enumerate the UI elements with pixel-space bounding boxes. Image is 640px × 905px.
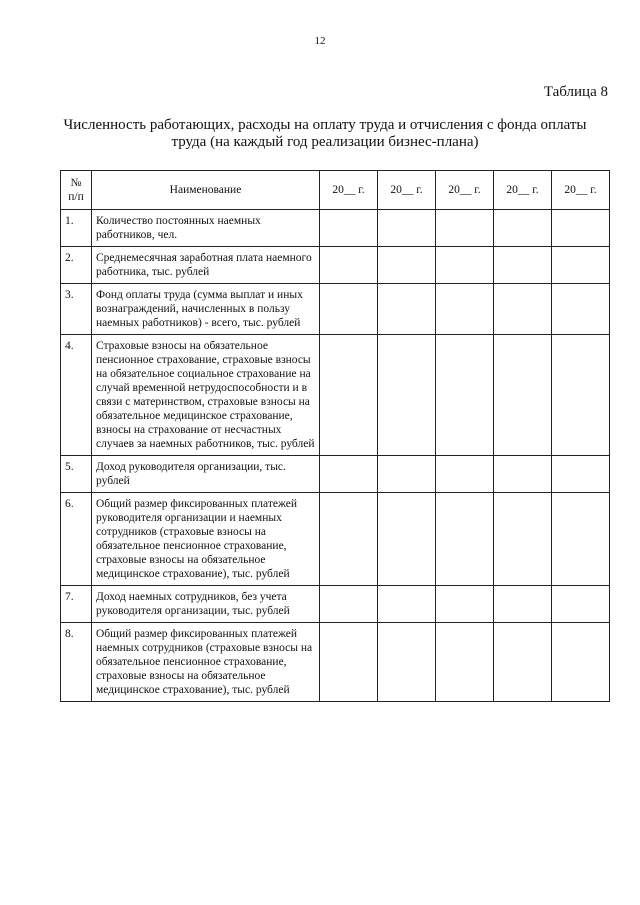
value-cell: [552, 623, 610, 702]
value-cell: [320, 623, 378, 702]
value-cell: [494, 210, 552, 247]
value-cell: [494, 493, 552, 586]
header-year-4: 20__ г.: [494, 171, 552, 210]
value-cell: [552, 456, 610, 493]
value-cell: [378, 335, 436, 456]
row-num: 7.: [61, 586, 92, 623]
value-cell: [378, 210, 436, 247]
table-row: [61, 247, 610, 284]
row-name: Общий размер фиксированных платежей руководителя организации и наемных сотрудников (страховые взносы на обязательное пенсионное страхование, страховые взносы на обязательное медицинское страхование), тыс. рублей: [92, 493, 320, 586]
staffing-table: [60, 170, 610, 702]
header-year-5: 20__ г.: [552, 171, 610, 210]
row-num: 4.: [61, 335, 92, 456]
header-year-1: 20__ г.: [320, 171, 378, 210]
value-cell: [436, 586, 494, 623]
value-cell: [378, 247, 436, 284]
value-cell: [320, 210, 378, 247]
value-cell: [320, 335, 378, 456]
value-cell: [494, 335, 552, 456]
value-cell: [436, 456, 494, 493]
row-num: 2.: [61, 247, 92, 284]
row-num: 8.: [61, 623, 92, 702]
header-name: Наименование: [92, 171, 320, 210]
table-label: Таблица 8: [543, 84, 608, 100]
value-cell: [552, 284, 610, 335]
row-name: Доход наемных сотрудников, без учета руководителя организации, тыс. рублей: [92, 586, 320, 623]
table-row: [61, 284, 610, 335]
value-cell: [378, 284, 436, 335]
table-row: [61, 335, 610, 456]
table-row: [61, 210, 610, 247]
table-row: [61, 586, 610, 623]
header-year-3: 20__ г.: [436, 171, 494, 210]
value-cell: [436, 335, 494, 456]
row-num: 6.: [61, 493, 92, 586]
value-cell: [378, 456, 436, 493]
value-cell: [436, 210, 494, 247]
value-cell: [552, 586, 610, 623]
value-cell: [320, 456, 378, 493]
value-cell: [320, 247, 378, 284]
value-cell: [378, 493, 436, 586]
document-title: Численность работающих, расходы на оплату труда и отчисления с фонда оплаты труда (на каждый год реализации бизнес-плана): [63, 117, 587, 150]
value-cell: [436, 493, 494, 586]
value-cell: [494, 247, 552, 284]
table-row: [61, 456, 610, 493]
value-cell: [552, 335, 610, 456]
row-name: Страховые взносы на обязательное пенсионное страхование, страховые взносы на обязательное социальное страхование на случай временной нетрудоспособности и в связи с материнством, страховые взносы на обязательное медицинское страхование, взносы на страхование от несчастных случаев за наемных работников, тыс. рублей: [92, 335, 320, 456]
row-name: Количество постоянных наемных работников, чел.: [92, 210, 320, 247]
value-cell: [494, 623, 552, 702]
row-name: Среднемесячная заработная плата наемного работника, тыс. рублей: [92, 247, 320, 284]
row-name: Доход руководителя организации, тыс. рублей: [92, 456, 320, 493]
table-row: [61, 623, 610, 702]
row-num: 1.: [61, 210, 92, 247]
header-year-2: 20__ г.: [378, 171, 436, 210]
row-name: Общий размер фиксированных платежей наемных сотрудников (страховые взносы на обязательное пенсионное страхование, страховые взносы на обязательное медицинское страхование), тыс. рублей: [92, 623, 320, 702]
value-cell: [436, 284, 494, 335]
value-cell: [494, 586, 552, 623]
header-num: № п/п: [61, 171, 92, 210]
value-cell: [494, 284, 552, 335]
row-name: Фонд оплаты труда (сумма выплат и иных вознаграждений, начисленных в пользу наемных работников) - всего, тыс. рублей: [92, 284, 320, 335]
table-row: [61, 493, 610, 586]
value-cell: [436, 247, 494, 284]
row-num: 5.: [61, 456, 92, 493]
value-cell: [494, 456, 552, 493]
row-num: 3.: [61, 284, 92, 335]
value-cell: [320, 586, 378, 623]
value-cell: [552, 247, 610, 284]
value-cell: [436, 623, 494, 702]
value-cell: [378, 623, 436, 702]
value-cell: [378, 586, 436, 623]
value-cell: [320, 493, 378, 586]
table-header-row: [61, 171, 610, 210]
value-cell: [552, 493, 610, 586]
value-cell: [552, 210, 610, 247]
page-number: 12: [314, 35, 326, 47]
value-cell: [320, 284, 378, 335]
